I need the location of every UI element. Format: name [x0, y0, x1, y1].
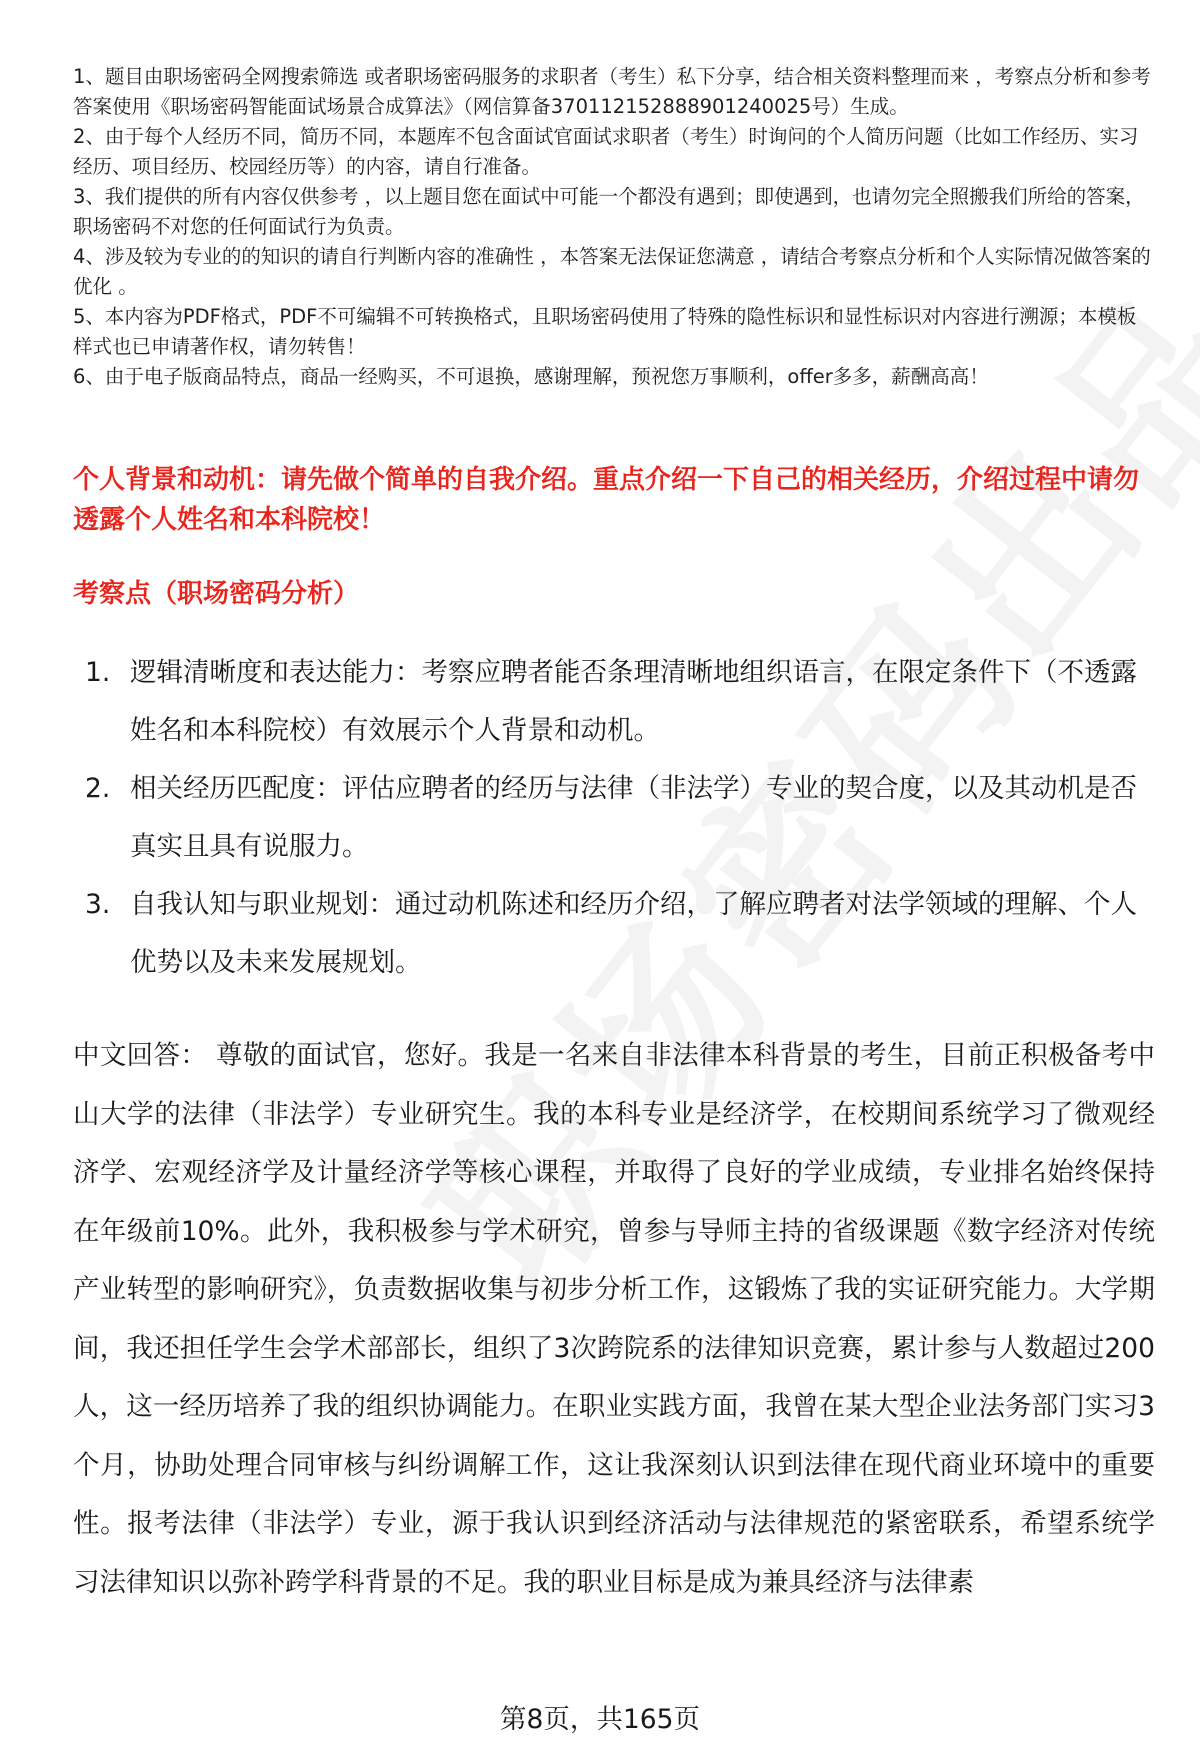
point-number: 1.	[85, 657, 111, 688]
page-footer: 第8页，共165页	[500, 1704, 700, 1735]
point-text: 逻辑清晰度和表达能力：考察应聘者能否条理清晰地组织语言，在限定条件下（不透露姓名和本科院校）有效展示个人背景和动机。	[130, 657, 1137, 746]
disclaimer-item: 4、涉及较为专业的的知识的请自行判断内容的准确性 ，本答案无法保证您满意 ，请结合考察点分析和个人实际情况做答案的优化 。	[73, 245, 1151, 298]
point-text: 相关经历匹配度：评估应聘者的经历与法律（非法学）专业的契合度，以及其动机是否真实且具有说服力。	[130, 773, 1137, 862]
answer-text: 中文回答： 尊敬的面试官，您好。我是一名来自非法律本科背景的考生，目前正积极备考中山大学的法律（非法学）专业研究生。我的本科专业是经济学，在校期间系统学习了微观经济学、宏观经济学及计量经济学等核心课程，并取得了良好的学业成绩，专业排名始终保持在年级前10%。此外，我积极参与学术研究，曾参与导师主持的省级课题《数字经济对传统产业转型的影响研究》，负责数据收集与初步分析工作，这锻炼了我的实证研究能力。大学期间，我还担任学生会学术部部长，组织了3次跨院系的法律知识竞赛，累计参与人数超过200人，这一经历培养了我的组织协调能力。在职业实践方面，我曾在某大型企业法务部门实习3个月，协助处理合同审核与纠纷调解工作，这让我深刻认识到法律在现代商业环境中的重要性。报考法律（非法学）专业，源于我认识到经济活动与法律规范的紧密联系，希望系统学习法律知识以弥补跨学科背景的不足。我的职业目标是成为兼具经济与法律素	[73, 1040, 1155, 1598]
disclaimer-item: 2、由于每个人经历不同，简历不同，本题库不包含面试官面试求职者（考生）时询问的个人简历问题（比如工作经历、实习经历、项目经历、校园经历等）的内容，请自行准备。	[73, 125, 1139, 178]
analysis-points-list	[73, 644, 1153, 992]
disclaimer-item: 3、我们提供的所有内容仅供参考 ，以上题目您在面试中可能一个都没有遇到；即使遇到，也请勿完全照搬我们所给的答案，职场密码不对您的任何面试行为负责。	[73, 185, 1145, 238]
disclaimer-item: 1、题目由职场密码全网搜索筛选 或者职场密码服务的求职者（考生）私下分享，结合相关资料整理而来 ，考察点分析和参考答案使用《职场密码智能面试场景合成算法》（网信算备370112152888901240025号）生成。	[73, 65, 1151, 118]
disclaimer-item: 5、本内容为PDF格式，PDF不可编辑不可转换格式，且职场密码使用了特殊的隐性标识和显性标识对内容进行溯源；本模板样式也已申请著作权，请勿转售！	[73, 305, 1137, 358]
point-number: 2.	[85, 773, 111, 804]
analysis-point	[73, 644, 1153, 760]
point-text: 自我认知与职业规划：通过动机陈述和经历介绍，了解应聘者对法学领域的理解、个人优势以及未来发展规划。	[130, 889, 1137, 978]
analysis-point	[73, 876, 1153, 992]
analysis-title: 考察点（职场密码分析）	[73, 579, 360, 609]
interview-question: 个人背景和动机：请先做个简单的自我介绍。重点介绍一下自己的相关经历，介绍过程中请勿透露个人姓名和本科院校！	[73, 465, 1140, 535]
point-number: 3.	[85, 889, 111, 920]
disclaimer-block	[73, 62, 1153, 392]
disclaimer-item: 6、由于电子版商品特点，商品一经购买，不可退换，感谢理解，预祝您万事顺利，offer多多，薪酬高高！	[73, 365, 989, 388]
analysis-point	[73, 760, 1153, 876]
